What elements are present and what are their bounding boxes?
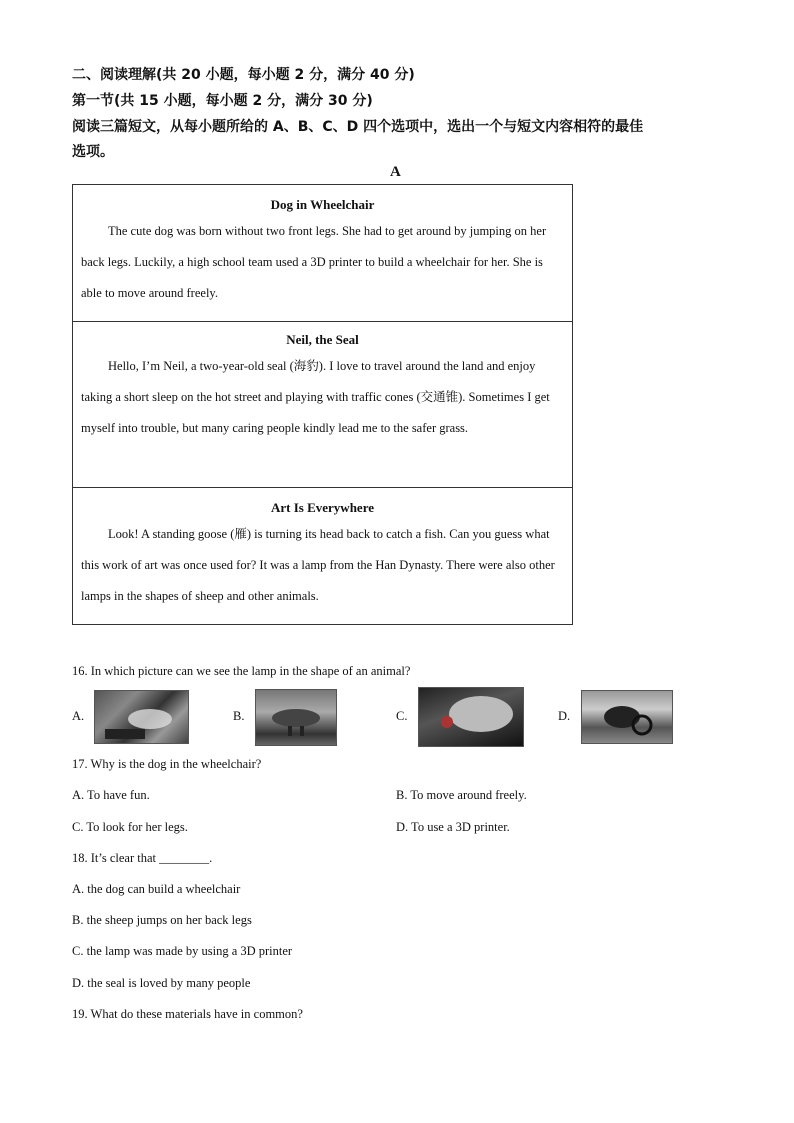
- q16-option-d-image[interactable]: [581, 690, 673, 744]
- question-17-stem: 17. Why is the dog in the wheelchair?: [72, 757, 262, 771]
- passage-title: Dog in Wheelchair: [270, 197, 375, 212]
- question-19-stem: 19. What do these materials have in common?: [72, 1007, 303, 1021]
- section-heading: 二、阅读理解(共 20 小题，每小题 2 分，满分 40 分): [72, 67, 415, 83]
- q16-option-d-label: D.: [558, 709, 571, 723]
- q18-option-d[interactable]: D. the seal is loved by many people: [72, 976, 251, 990]
- q17-option-a[interactable]: A. To have fun.: [72, 788, 150, 802]
- passage-box-dog: [72, 184, 573, 322]
- passage-text: Hello, I’m Neil, a two-year-old seal (海豹). I love to travel around the land and enjoy taking a short sleep on the hot street and playing with traffic cones (交通锥). Sometimes I get myself into trouble, but many caring people kindly lead me to the safer grass.: [81, 359, 550, 435]
- passage-box-art: [72, 487, 573, 625]
- instructions-line-1: 阅读三篇短文，从每小题所给的 A、B、C、D 四个选项中，选出一个与短文内容相符的最佳: [72, 119, 644, 135]
- q17-option-b[interactable]: B. To move around freely.: [396, 788, 527, 802]
- passage-body: [73, 519, 572, 612]
- q16-option-b-image[interactable]: [255, 689, 337, 746]
- photo-goose-icon: [95, 691, 188, 743]
- passage-body: [73, 351, 572, 444]
- q17-option-d[interactable]: D. To use a 3D printer.: [396, 820, 510, 834]
- photo-dog-wheelchair-icon: [582, 691, 672, 743]
- passage-title: Neil, the Seal: [286, 332, 359, 347]
- q18-option-a[interactable]: A. the dog can build a wheelchair: [72, 882, 241, 896]
- question-16-stem: 16. In which picture can we see the lamp in the shape of an animal?: [72, 664, 411, 678]
- q17-option-c[interactable]: C. To look for her legs.: [72, 820, 188, 834]
- q18-option-c[interactable]: C. the lamp was made by using a 3D printer: [72, 944, 293, 958]
- passage-body: [73, 216, 572, 309]
- q18-option-b[interactable]: B. the sheep jumps on her back legs: [72, 913, 252, 927]
- q16-option-c-image[interactable]: [418, 687, 524, 747]
- photo-sheep-lamp-icon: [419, 688, 523, 746]
- q16-option-a-image[interactable]: [94, 690, 189, 744]
- passage-text: The cute dog was born without two front legs. She had to get around by jumping on her back legs. Luckily, a high school team used a 3D printer to build a wheelchair for her. She is able to move around freely.: [81, 224, 547, 300]
- passage-box-seal: [72, 320, 573, 488]
- q16-option-b-label: B.: [233, 709, 245, 723]
- q16-option-a-label: A.: [72, 709, 85, 723]
- q16-option-c-label: C.: [396, 709, 408, 723]
- passage-text: Look! A standing goose (雁) is turning its head back to catch a fish. Can you guess what this work of art was once used for? It was a lamp from the Han Dynasty. There were also other lamps in the shapes of sheep and other animals.: [81, 527, 555, 603]
- passage-label: A: [390, 164, 401, 180]
- passage-title: Art Is Everywhere: [270, 500, 374, 515]
- photo-duck-icon: [256, 690, 336, 745]
- subsection-heading: 第一节(共 15 小题，每小题 2 分，满分 30 分): [72, 93, 373, 109]
- instructions-line-2: 选项。: [72, 144, 114, 160]
- question-18-stem: 18. It’s clear that ________.: [72, 851, 213, 865]
